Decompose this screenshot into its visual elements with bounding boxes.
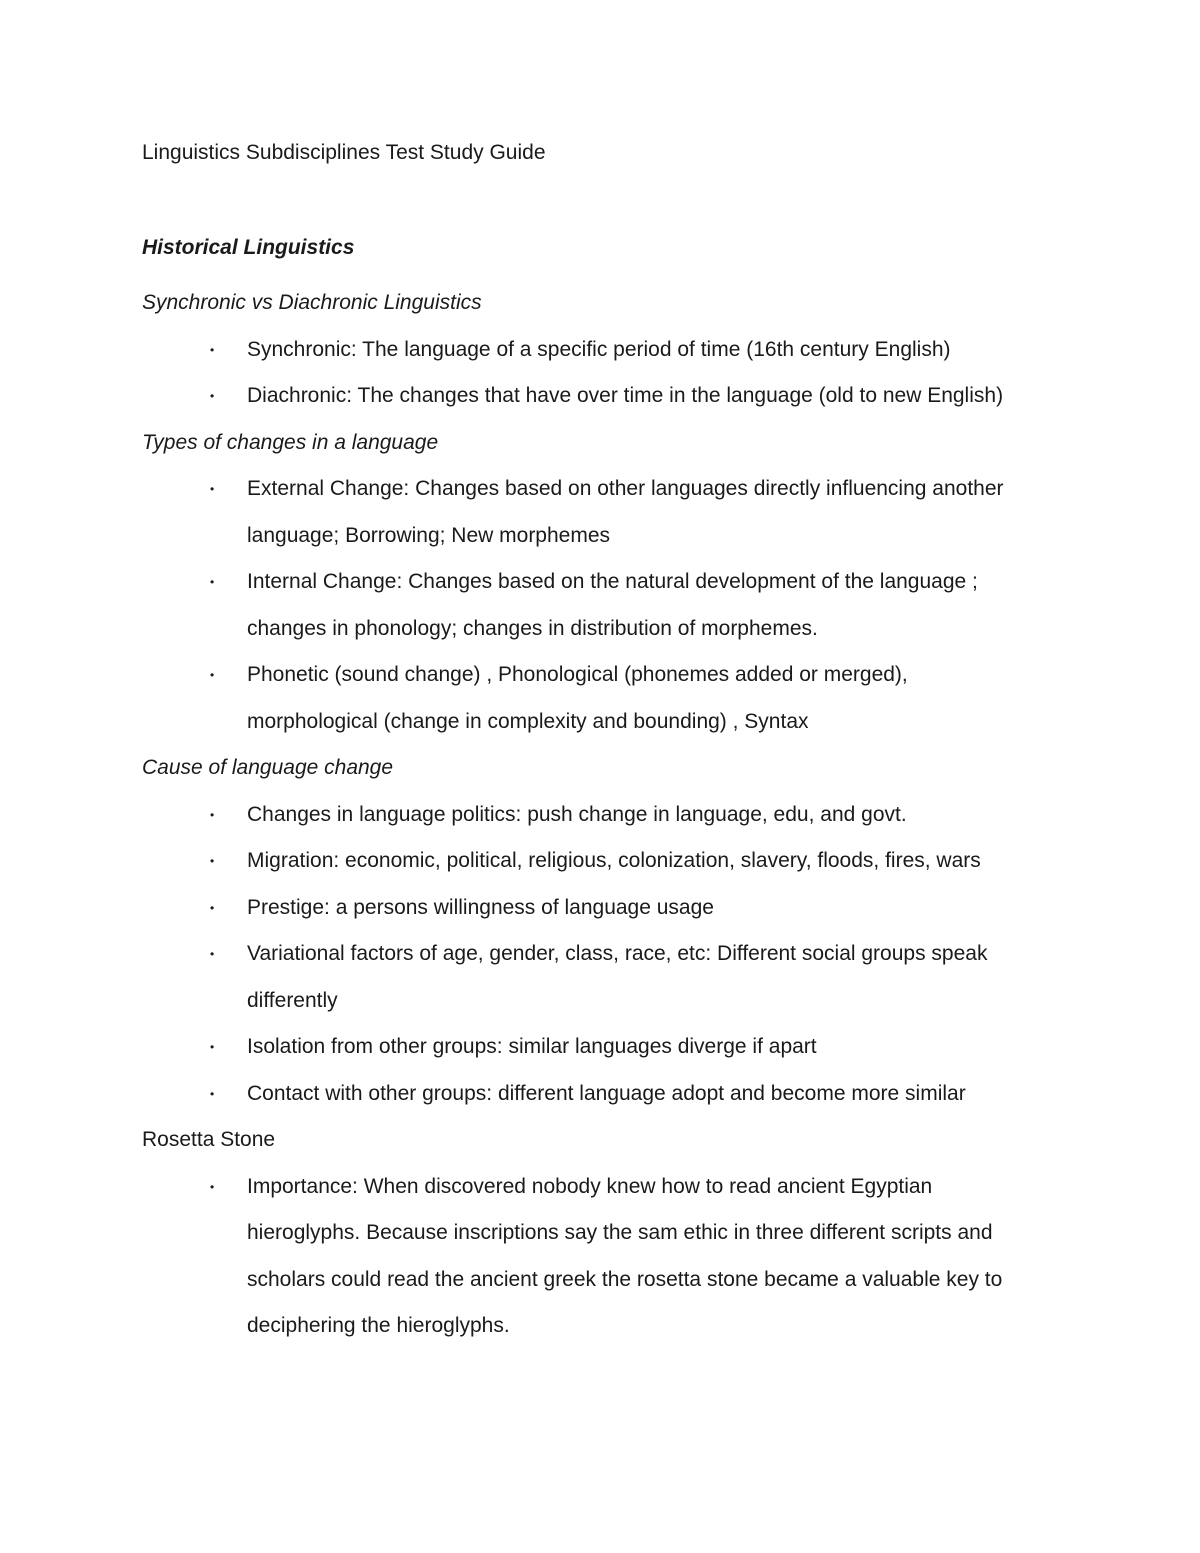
list-item [142,1071,1037,1118]
list-item-text: Isolation from other groups: similar languages diverge if apart [247,1035,817,1058]
list-item-text: Migration: economic, political, religious, colonization, slavery, floods, fires, wars [247,849,981,872]
list-item [142,838,1037,885]
list-item-text: Synchronic: The language of a specific period of time (16th century English) [247,337,951,361]
list-item [142,885,1037,932]
list-item [142,373,1037,420]
bullet-icon: • [210,668,215,682]
list-item-text: Contact with other groups: different language adopt and become more similar [247,1081,966,1105]
bullet-icon: • [210,807,215,822]
document-title: Linguistics Subdisciplines Test Study Guide [142,141,546,164]
bullet-icon: • [210,1179,215,1194]
list-item-text: Phonetic (sound change) , Phonological (phonemes added or merged), morphological (change in complexity and bounding) , Syntax [247,663,908,733]
list-item [142,1024,1037,1071]
list-item [142,559,1037,652]
list-item [142,931,1037,1024]
list-item [142,1164,1037,1350]
bullet-icon: • [210,482,215,496]
list-item-text: Diachronic: The changes that have over time in the language (old to new English) [247,384,1004,407]
bullet-list [142,327,1082,420]
section-heading: Historical Linguistics [142,236,355,259]
list-item-text: Variational factors of age, gender, class, race, etc: Different social groups speak differently [247,942,988,1012]
list-item-text: Prestige: a persons willingness of language usage [247,895,714,919]
bullet-icon: • [210,947,215,961]
bullet-list [142,1164,1082,1350]
list-item-text: Importance: When discovered nobody knew how to read ancient Egyptian hieroglyphs. Because inscriptions say the sam ethic in three different scripts and scholars could read the ancient greek the rosetta stone became a valuable key to deciphering the hieroglyphs. [247,1174,1003,1337]
list-item [142,466,1037,559]
list-item [142,327,1037,374]
bullet-icon: • [210,1040,215,1054]
bullet-icon: • [210,900,215,915]
subheading: Synchronic vs Diachronic Linguistics [142,291,482,314]
bullet-icon: • [210,575,215,589]
list-item-text: Internal Change: Changes based on the natural development of the language ; changes in phonology; changes in distribution of morphemes. [247,570,978,640]
list-item [142,792,1037,839]
document-content [142,280,1082,1350]
bullet-list [142,792,1082,1118]
bullet-icon: • [210,342,215,357]
subheading: Rosetta Stone [142,1128,276,1151]
list-item-text: Changes in language politics: push change in language, edu, and govt. [247,802,907,826]
subheading: Types of changes in a language [142,430,439,454]
list-item [142,652,1037,745]
bullet-icon: • [210,389,215,403]
bullet-list [142,466,1082,745]
list-item-text: External Change: Changes based on other languages directly influencing another language; Borrowing; New morphemes [247,477,1004,547]
bullet-icon: • [210,854,215,868]
subheading: Cause of language change [142,756,394,779]
bullet-icon: • [210,1086,215,1101]
